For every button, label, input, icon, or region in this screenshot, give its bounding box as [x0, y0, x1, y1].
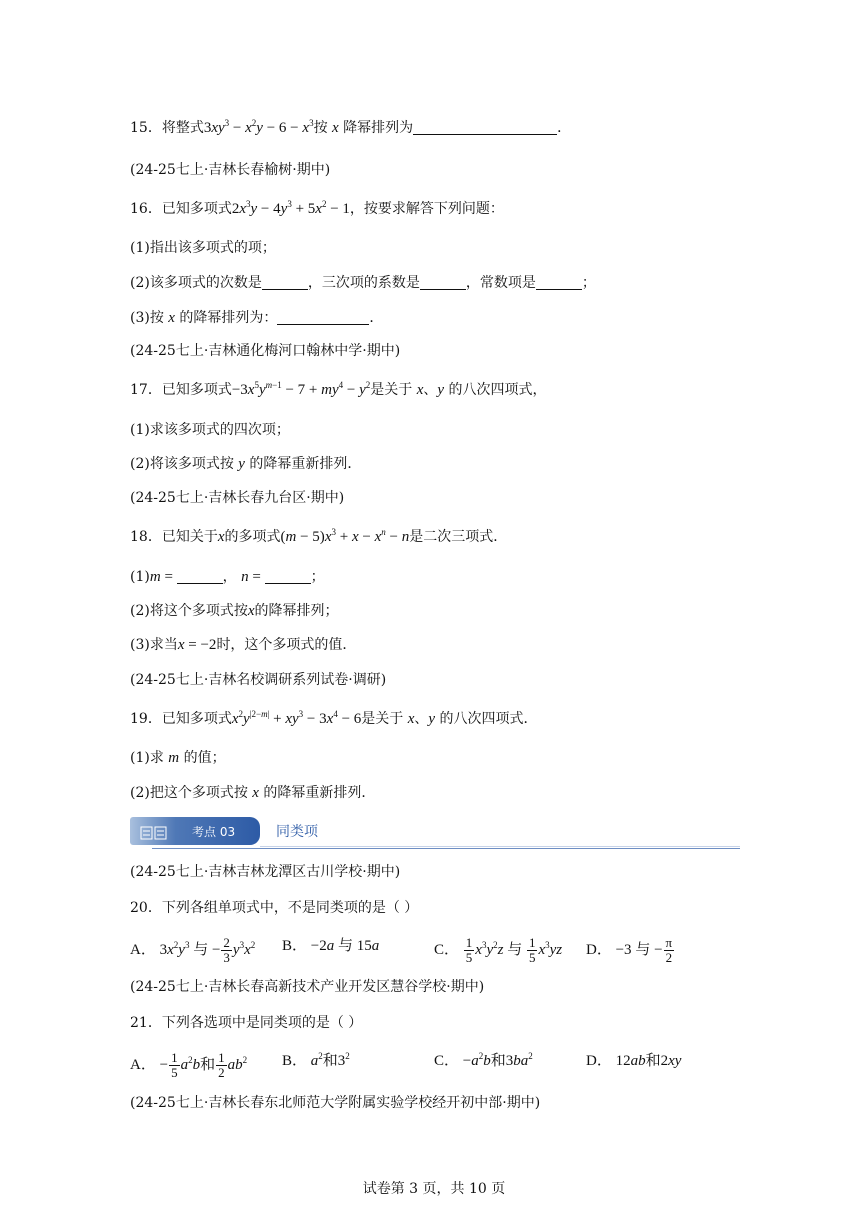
question-16: 16．已知多项式$2x^3y - 4y^3 + 5x^2 - 1$，按要求解答下列问题： — [130, 199, 504, 217]
book-icon — [140, 826, 168, 840]
q15-expression: $3xy^3 - x^2y - 6 - x^3$ — [203, 118, 314, 136]
answer-blank[interactable] — [277, 310, 369, 325]
source-label: (24-25七上·吉林通化梅河口翰林中学·期中) — [130, 343, 401, 359]
answer-blank[interactable] — [536, 275, 582, 290]
source-label: (24-25七上·吉林名校调研系列试卷·调研) — [130, 672, 387, 688]
q20-option-d[interactable]: D． −3 与 − $\frac{\pi}{2}$ — [586, 935, 673, 965]
q21-option-b[interactable]: B． $a^2$和$3^2$ — [282, 1051, 350, 1069]
q17-expression: $-3x^5y^{m-1} - 7 + my^4 - y^2$ — [231, 380, 371, 398]
source-label: (24-25七上·吉林长春东北师范大学附属实验学校经开初中部·期中) — [130, 1095, 541, 1111]
q20-option-b[interactable]: B． −2a 与 15a — [282, 938, 380, 954]
source-label: (24-25七上·吉林长春高新技术产业开发区慧谷学校·期中) — [130, 979, 485, 995]
answer-blank[interactable] — [265, 569, 311, 584]
q18-part-1: (1)m = ， n = ； — [130, 569, 325, 585]
answer-blank[interactable] — [413, 120, 557, 135]
question-21: 21．下列各选项中是同类项的是（ ） — [130, 1015, 363, 1031]
source-label: (24-25七上·吉林吉林龙潭区古川学校·期中) — [130, 864, 401, 880]
section-header — [130, 815, 740, 851]
q18-expression: $(m - 5)x^3 + x - x^n - n$ — [280, 527, 410, 545]
section-tag: 考点 03 — [192, 825, 236, 839]
source-label: (24-25七上·吉林长春九台区·期中) — [130, 490, 345, 506]
answer-blank[interactable] — [262, 275, 308, 290]
question-20: 20．下列各组单项式中，不是同类项的是（ ） — [130, 900, 419, 916]
q19-part-2: (2)把这个多项式按 x 的降幂重新排列． — [130, 785, 376, 801]
q21-option-d[interactable]: D． 12ab和2xy — [586, 1053, 682, 1069]
q20-option-a[interactable]: A． $3x^2y^3$ 与 − $\frac{2}{3}$ $y^3x^2$ — [130, 935, 256, 965]
q19-expression: $x^2y^{|2-m|} + xy^3 - 3x^4 - 6$ — [231, 709, 362, 727]
q17-part-2: (2)将该多项式按 y 的降幂重新排列． — [130, 456, 362, 472]
q16-part-1: (1)指出该多项式的项； — [130, 240, 276, 256]
answer-blank[interactable] — [177, 569, 223, 584]
question-18: 18．已知关于x的多项式$(m - 5)x^3 + x - x^n - n$是二次三项式． — [130, 527, 508, 545]
source-label: (24-25七上·吉林长春榆树·期中) — [130, 162, 331, 178]
answer-blank[interactable] — [420, 275, 466, 290]
section-title: 同类项 — [276, 824, 318, 840]
q16-part-2: (2)该多项式的次数是 ，三次项的系数是 ，常数项是 ； — [130, 275, 596, 291]
section-tab — [130, 817, 260, 845]
q17-part-1: (1)求该多项式的四次项； — [130, 422, 290, 438]
question-19: 19．已知多项式$x^2y^{|2-m|} + xy^3 - 3x^4 - 6$是关于 x、y 的八次四项式． — [130, 709, 538, 727]
question-17: 17．已知多项式$-3x^5y^{m-1} - 7 + my^4 - y^2$是关于 x、y 的八次四项式， — [130, 380, 547, 398]
q18-part-3: (3)求当x = −2时，这个多项式的值． — [130, 637, 357, 653]
q19-part-1: (1)求 m 的值； — [130, 750, 226, 766]
q21-option-c[interactable]: C． $-a^2b$和$3ba^2$ — [434, 1051, 533, 1069]
page-footer: 试卷第 3 页，共 10 页 — [362, 1181, 506, 1197]
question-15: 15．将整式$3xy^3 - x^2y - 6 - x^3$按 x 降幂排列为 ． — [130, 118, 572, 136]
q16-part-3: (3)按 x 的降幂排列为： ． — [130, 310, 384, 326]
q18-part-2: (2)将这个多项式按x的降幂排列； — [130, 603, 339, 619]
q16-expression: $2x^3y - 4y^3 + 5x^2 - 1$ — [231, 199, 350, 217]
q21-option-a[interactable]: A． − $\frac{1}{5}$ $a^2b$和 $\frac{1}{2}$ $ab^2$ — [130, 1050, 248, 1080]
q20-option-c[interactable]: C． $\frac{1}{5}$ $x^3y^2z$ 与 $\frac{1}{5}$ $x^3yz$ — [434, 935, 563, 965]
